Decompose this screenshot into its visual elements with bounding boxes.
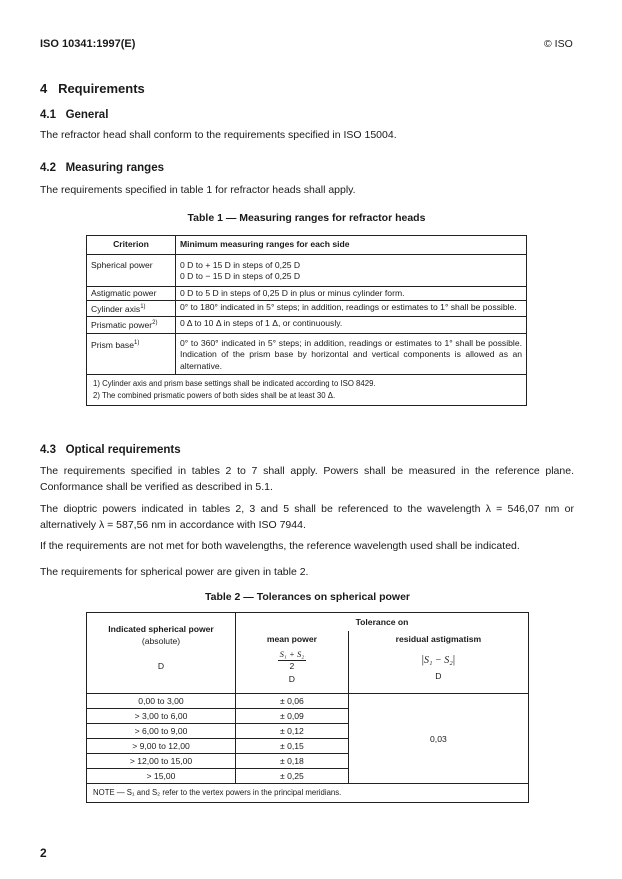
table2-col2-title: mean power [266,634,317,644]
table2-col2-unit: D [288,674,295,684]
general-text: The refractor head shall conform to the requirements specified in ISO 15004. [40,129,397,141]
table2-col3-title: residual astigmatism [395,634,482,644]
table2-col1-sub: (absolute) [141,636,181,646]
table1-range: 0 Δ to 10 Δ in steps of 1 Δ, or continuously. [176,317,527,333]
table2-header-astig [348,631,528,694]
copyright-mark: © ISO [544,38,573,50]
table2-mean: ± 0,09 [236,709,349,724]
footnote-ref: 1) [133,339,140,346]
formula-abs: S₁ − S₂ [424,655,453,666]
table1-range-line: 0 D to − 15 D in steps of 0,25 D [180,271,301,281]
table2-header-row [87,613,529,632]
table-row [87,286,527,301]
footnote-ref: 1) [140,304,146,310]
table1-criterion: Astigmatic power [87,286,176,301]
table2-mean: ± 0,25 [236,769,349,784]
table2-note: NOTE — S₁ and S₂ refer to the vertex powers in the principal meridians. [87,784,529,803]
table-row [87,301,527,317]
abs-bar: | [452,652,456,666]
table-row [87,694,529,709]
table1-measuring-ranges [86,235,527,406]
table1-footnotes [87,375,527,406]
table2-mean: ± 0,06 [236,694,349,709]
optical-paragraph-3: If the requirements are not met for both wavelengths, the reference wavelength used shall be indicated. [40,540,520,552]
table1-criterion-text: Prismatic power [91,320,153,331]
table2-range: > 12,00 to 15,00 [87,754,236,769]
section-heading-general: 4.1 General [40,109,109,121]
table2-range: > 9,00 to 12,00 [87,739,236,754]
table1-criterion: Spherical power [87,254,176,286]
mean-power-formula [278,649,307,672]
table1-range: 0° to 360° indicated in 5° steps; in addition, readings or estimates to 1° shall be possible. Indication of the prism base by horizontal and vertical components is allowed as an alternative. [176,333,527,375]
table1-range: 0° to 180° indicated in 5° steps; in addition, readings or estimates to 1° shall be possible. [176,301,527,317]
formula-numerator: S₁ + S₂ [279,649,305,659]
optical-paragraph-1: The requirements specified in tables 2 to 7 shall apply. Powers shall be measured in the reference plane. Conformance shall be verified as described in 5.1. [40,465,574,493]
section-heading-requirements: 4 Requirements [40,81,145,96]
table1-range-line: 0 D to + 15 D in steps of 0,25 D [180,259,301,270]
table2-tolerance-header: Tolerance on [236,613,529,632]
table2-range: 0,00 to 3,00 [87,694,236,709]
table1-footnote-cell [87,375,527,406]
table1-footnote: 1) Cylinder axis and prism base settings shall be indicated according to ISO 8429. [93,379,376,389]
table2-header-mean [236,631,349,694]
table1-header-ranges: Minimum measuring ranges for each side [176,236,527,255]
table2-range: > 15,00 [87,769,236,784]
table-row [87,317,527,333]
document-id: ISO 10341:1997(E) [40,38,136,50]
table2-spherical-tolerances [86,612,529,803]
table1-criterion [87,333,176,375]
section-heading-measuring-ranges: 4.2 Measuring ranges [40,162,164,174]
section-heading-optical: 4.3 Optical requirements [40,444,181,456]
table2-astig-value: 0,03 [348,694,528,784]
table2-range: > 6,00 to 9,00 [87,724,236,739]
table1-range: 0 D to 5 D in steps of 0,25 D in plus or minus cylinder form. [176,286,527,301]
page-number: 2 [40,846,47,860]
table2-col1-title: Indicated spherical power [108,624,214,634]
table-row [87,254,527,286]
formula-denominator: 2 [289,661,295,671]
footnote-ref: 2) [152,320,158,327]
table1-caption: Table 1 — Measuring ranges for refractor heads [187,212,426,224]
table2-range: > 3,00 to 6,00 [87,709,236,724]
measuring-ranges-text: The requirements specified in table 1 for refractor heads shall apply. [40,184,356,196]
table1-footnote: 2) The combined prismatic powers of both sides shall be at least 30 Δ. [93,391,336,401]
table2-mean: ± 0,12 [236,724,349,739]
table2-caption: Table 2 — Tolerances on spherical power [204,591,410,603]
table2-mean: ± 0,18 [236,754,349,769]
table1-range [176,254,527,286]
optical-paragraph-2: The dioptric powers indicated in tables 2, 3 and 5 shall be referenced to the wavelength λ = 546,07 nm or alternatively λ = 587,56 nm in accordance with ISO 7944. [40,503,574,531]
table2-mean: ± 0,15 [236,739,349,754]
table2-col1-unit: D [157,661,165,671]
table-row [87,333,527,375]
optical-paragraph-4: The requirements for spherical power are given in table 2. [40,566,309,578]
astigmatism-formula [353,653,524,667]
table1-header-criterion: Criterion [87,236,176,255]
table2-header-indicated [87,613,236,694]
table1-criterion-text: Prism base [91,339,134,350]
table1-criterion [87,317,176,333]
table2-note-row [87,784,529,803]
table1-criterion [87,301,176,317]
table2-col3-unit: D [435,671,442,681]
table1-criterion-text: Cylinder axis [91,303,141,314]
abs-bar: | [421,652,425,666]
